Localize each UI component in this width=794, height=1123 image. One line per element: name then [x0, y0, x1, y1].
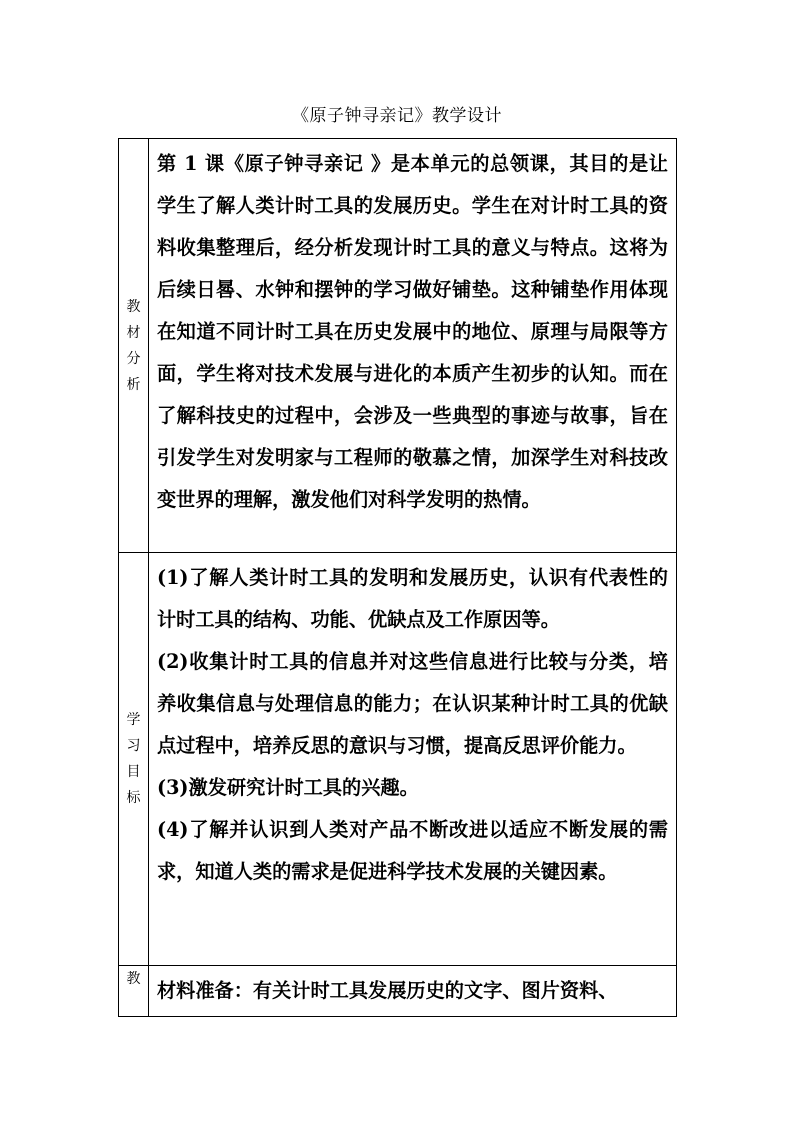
- section-teaching-preparation: [119, 966, 677, 1017]
- section-content: [149, 139, 677, 553]
- section-textbook-analysis: [119, 139, 677, 553]
- lesson-plan-table: [118, 138, 677, 1017]
- section-label: 教 材 分 析: [119, 139, 149, 553]
- objective-item: (3)激发研究计时工具的兴趣。: [157, 776, 419, 799]
- objective-item: (4)了解并认识到人类对产品不断改进以适应不断发展的需求，知道人类的需求是促进科学技术发展的关键因素。: [157, 818, 668, 883]
- objective-item: (2)收集计时工具的信息并对这些信息进行比较与分类，培养收集信息与处理信息的能力；在认识某种计时工具的优缺点过程中，培养反思的意识与习惯，提高反思评价能力。: [157, 650, 668, 757]
- section-content: [149, 553, 677, 966]
- section-label: 学 习 目 标: [119, 553, 149, 966]
- paragraph: 材料准备：有关计时工具发展历史的文字、图片资料、: [157, 979, 618, 1002]
- objective-item: (1)了解人类计时工具的发明和发展历史，认识有代表性的计时工具的结构、功能、优缺点及工作原因等。: [157, 566, 668, 631]
- section-learning-objectives: [119, 553, 677, 966]
- section-label: 教: [119, 966, 149, 1017]
- paragraph: 第 1 课《原子钟寻亲记 》是本单元的总领课，其目的是让学生了解人类计时工具的发展历史。学生在对计时工具的资料收集整理后，经分析发现计时工具的意义与特点。这将为后续日晷、水钟和摆钟的学习做好铺垫。这种铺垫作用体现在知道不同计时工具在历史发展中的地位、原理与局限等方面，学生将对技术发展与进化的本质产生初步的认知。而在了解科技史的过程中，会涉及一些典型的事迹与故事，旨在引发学生对发明家与工程师的敬慕之情，加深学生对科技改变世界的理解，激发他们对科学发明的热情。: [157, 152, 668, 511]
- section-content: [149, 966, 677, 1017]
- document-title: 《原子钟寻亲记》教学设计: [292, 106, 502, 126]
